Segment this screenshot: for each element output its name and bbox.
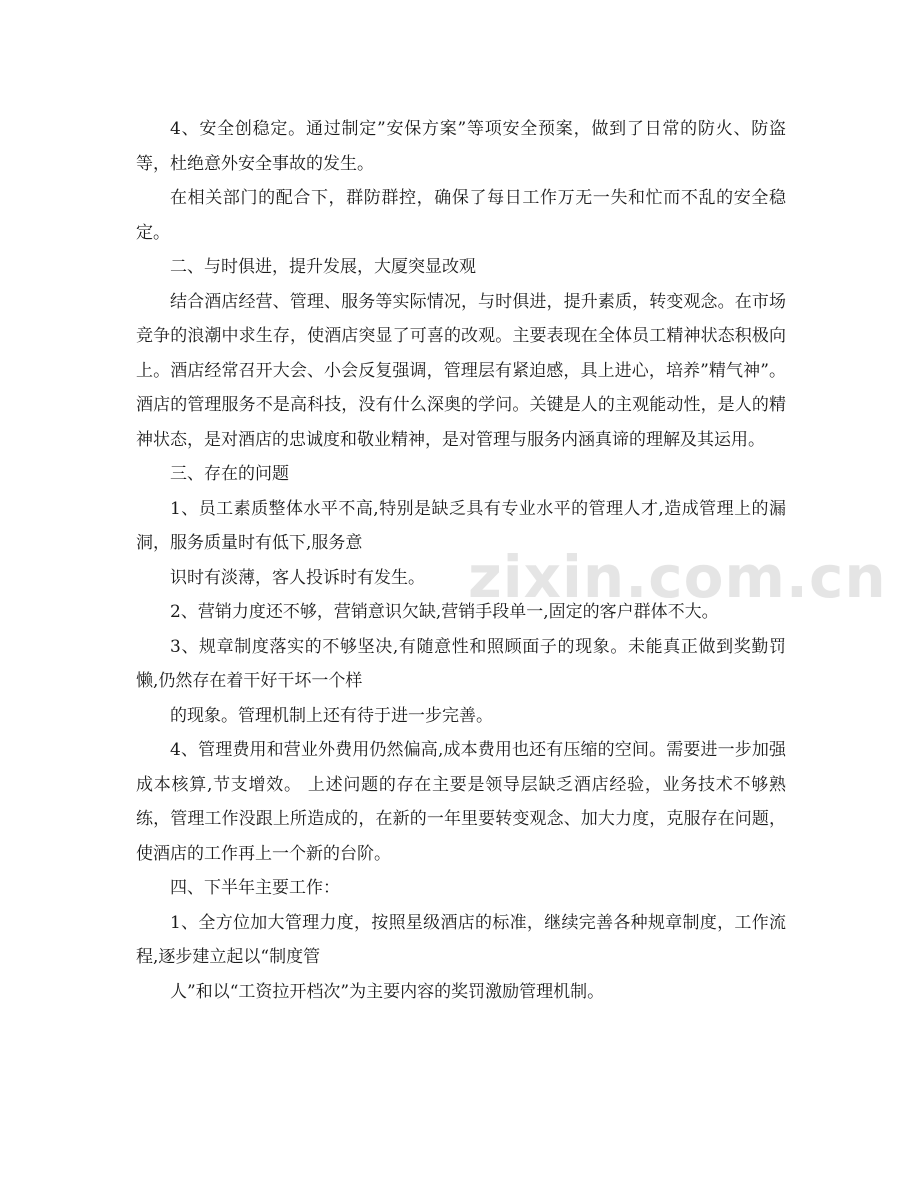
paragraph-issue-3-cont: 的现象。管理机制上还有待于进一步完善。 xyxy=(170,705,493,726)
paragraph-cooperation: 在相关部门的配合下，群防群控，确保了每日工作万无一失和忙而不乱的安全稳定。 xyxy=(136,188,786,243)
paragraph-safety-item: 4、安全创稳定。通过制定”安保方案”等项安全预案，做到了日常的防火、防盗等，杜绝意外安全事故的发生。 xyxy=(136,119,786,174)
paragraph-issue-2: 2、营销力度还不够，营销意识欠缺,营销手段单一,固定的客户群体不大。 xyxy=(170,602,719,622)
document-body xyxy=(136,112,786,1009)
watermark: zixin.com.cn xyxy=(468,543,887,611)
paragraph-issue-1-cont: 识时有淡薄，客人投诉时有发生。 xyxy=(170,567,425,588)
paragraph-issue-4: 4、管理费用和营业外费用仍然偏高,成本费用也还有压缩的空间。需要进一步加强成本核算,节支增效。 上述问题的存在主要是领导层缺乏酒店经验，业务技术不够熟练，管理工作没跟上所造成的，在新的一年里要转变观念、加大力度，克服存在问题，使酒店的工作再上一个新的台阶。 xyxy=(136,740,786,864)
paragraph-plan-1: 1、全方位加大管理力度，按照星级酒店的标准，继续完善各种规章制度，工作流程,逐步建立起以“制度管 xyxy=(136,912,786,967)
paragraph-issue-3: 3、规章制度落实的不够坚决,有随意性和照顾面子的现象。未能真正做到奖勤罚懒,仍然存在着干好干坏一个样 xyxy=(136,636,786,691)
paragraph-plan-1-cont: 人”和以“工资拉开档次”为主要内容的奖罚激励管理机制。 xyxy=(170,981,605,1002)
section-heading-2: 二、与时俱进，提升发展，大厦突显改观 xyxy=(170,257,476,277)
section-heading-3: 三、存在的问题 xyxy=(170,464,289,484)
paragraph-development: 结合酒店经营、管理、服务等实际情况，与时俱进，提升素质，转变观念。在市场竞争的浪潮中求生存，使酒店突显了可喜的改观。主要表现在全体员工精神状态积极向上。酒店经常召开大会、小会反复强调，管理层有紧迫感，具上进心，培养”精气神”。酒店的管理服务不是高科技，没有什么深奥的学问。关键是人的主观能动性，是人的精神状态，是对酒店的忠诚度和敬业精神，是对管理与服务内涵真谛的理解及其运用。 xyxy=(136,291,786,450)
section-heading-4: 四、下半年主要工作： xyxy=(170,878,340,898)
paragraph-issue-1: 1、员工素质整体水平不高,特别是缺乏具有专业水平的管理人才,造成管理上的漏洞，服务质量时有低下,服务意 xyxy=(136,498,786,553)
